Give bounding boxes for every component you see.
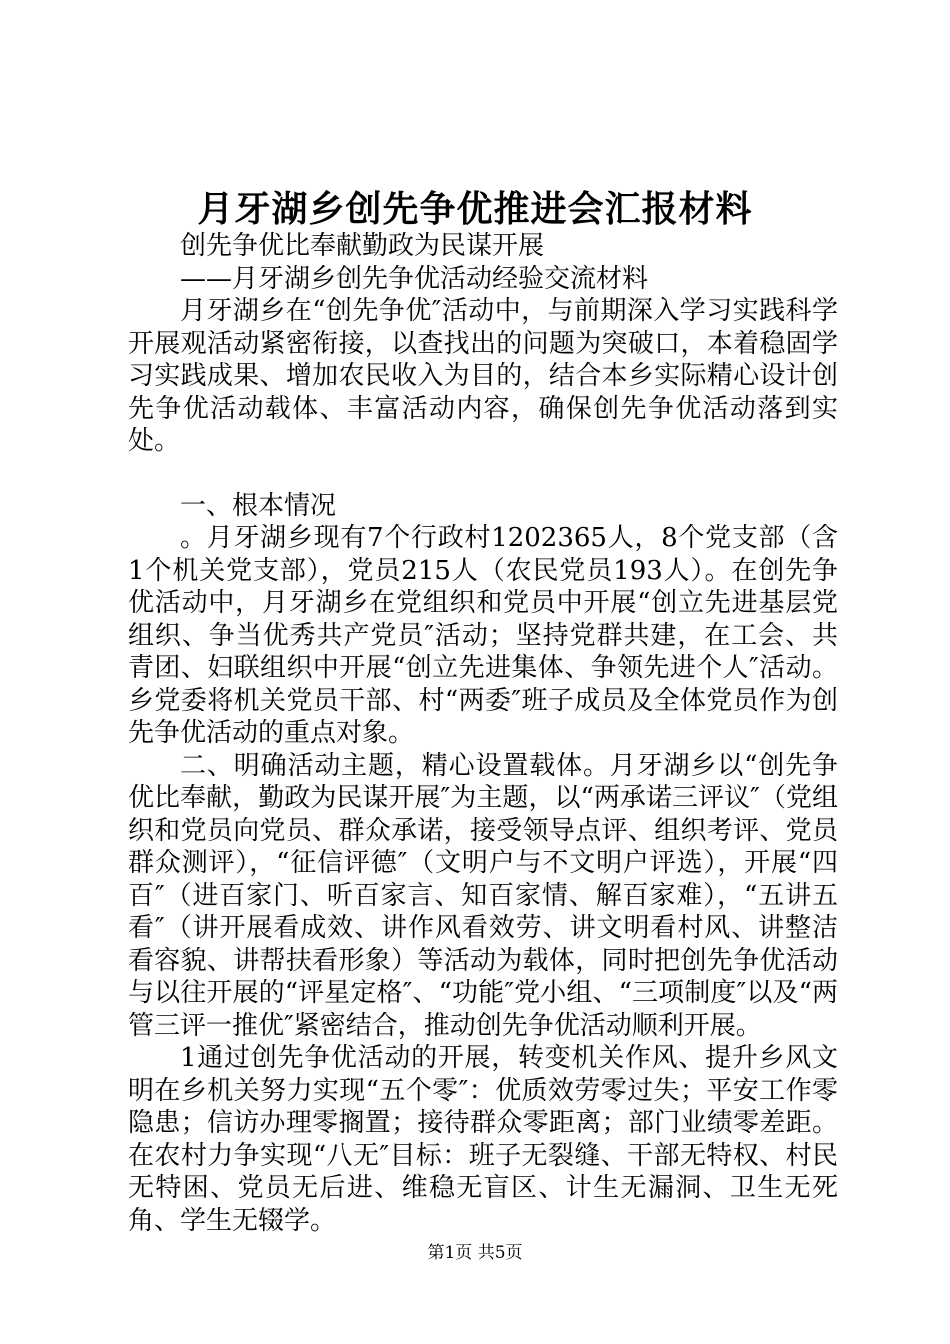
section-heading: 一、根本情况 [180,490,337,521]
document-title: 月牙湖乡创先争优推进会汇报材料 [197,189,753,230]
body-paragraph: 月牙湖乡在“创先争优″活动中，与前期深入学习实践科学开展观活动紧密衔接，以查找出的问题为突破口，本着稳固学习实践成果、增加农民收入为目的，结合本乡实际精心设计创先争优活动载体、丰富活动内容，确保创先争优活动落到实处。 [128,296,838,456]
body-paragraph: 。月牙湖乡现有7个行政村1202365人，8个党支部（含1个机关党支部），党员215人（农民党员193人）。在创先争优活动中，月牙湖乡在党组织和党员中开展“创立先进基层党组织、争当优秀共产党员″活动；坚持党群共建，在工会、共青团、妇联组织中开展“创立先进集体、争领先进个人″活动。乡党委将机关党员干部、村“两委″班子成员及全体党员作为创先争优活动的重点对象。 [128,523,838,748]
page-number: 第1页 共5页 [427,1243,523,1263]
body-paragraph: 二、明确活动主题，精心设置载体。月牙湖乡以“创先争优比奉献，勤政为民谋开展″为主题，以“两承诺三评议″（党组织和党员向党员、群众承诺，接受领导点评、组织考评、党员群众测评），“征信评德″（文明户与不文明户评选），开展“四百″（进百家门、听百家言、知百家情、解百家难），“五讲五看″（讲开展看成效、讲作风看效劳、讲文明看村风、讲整洁看容貌、讲帮扶看形象）等活动为载体，同时把创先争优活动与以往开展的“评星定格″、“功能″党小组、“三项制度″以及“两管三评一推优″紧密结合，推动创先争优活动顺利开展。 [128,750,838,1041]
subtitle-line: ——月牙湖乡创先争优活动经验交流材料 [180,263,649,294]
document-body [128,230,838,1237]
body-paragraph: 1通过创先争优活动的开展，转变机关作风、提升乡风文明在乡机关努力实现“五个零″：优质效劳零过失；平安工作零隐患；信访办理零搁置；接待群众零距离；部门业绩零差距。在农村力争实现“八无″目标：班子无裂缝、干部无特权、村民无特困、党员无后进、维稳无盲区、计生无漏洞、卫生无死角、学生无辍学。 [128,1043,838,1236]
subtitle-line: 创先争优比奉献勤政为民谋开展 [180,231,545,261]
